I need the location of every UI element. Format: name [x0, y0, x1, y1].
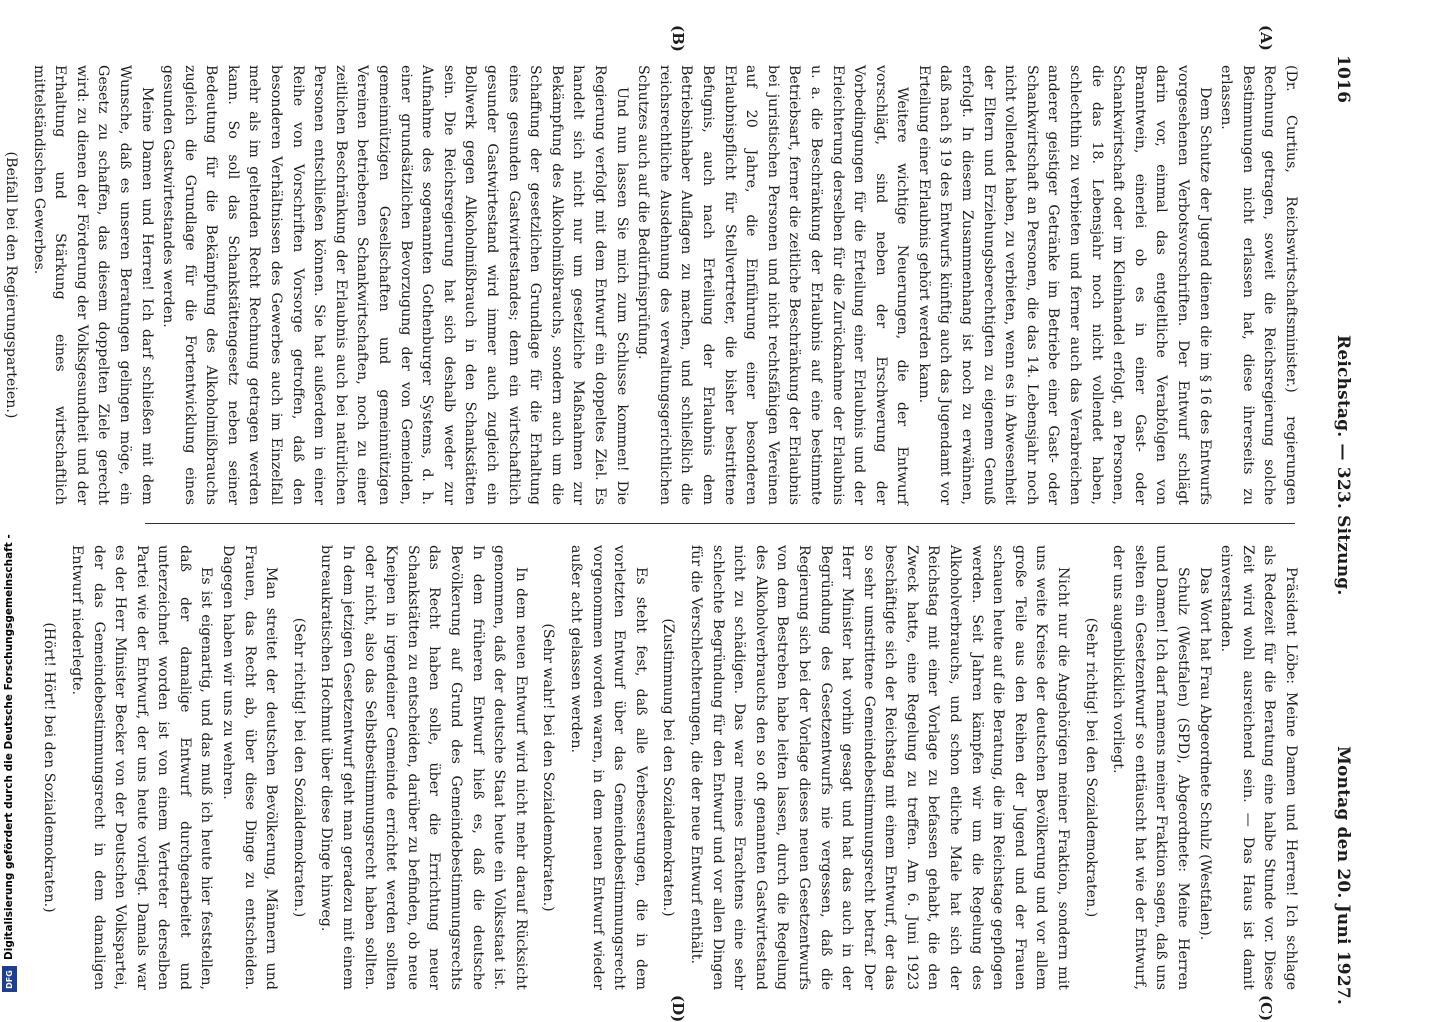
margin-marker-d: (D): [669, 995, 687, 1022]
dfg-logo: [2, 966, 17, 992]
column-divider: [145, 523, 1295, 524]
paragraph: Es steht fest, daß alle Verbesserungen, die in dem vorletzten Entwurf über das Gemeindebestimmungsrecht vorgenommen worden waren, in dem neuen Entwurf wieder außer acht gelassen werden.: [568, 545, 649, 990]
interjection: (Hört! Hört! bei den Sozialdemokraten.): [41, 622, 58, 913]
session-date: Montag den 20. Juni 1927.: [1333, 745, 1353, 1005]
applause-note: (Beifall bei den Regierungsparteien.): [2, 151, 19, 419]
paragraph: Und nun lassen Sie mich zum Schlusse kommen! Die Regierung verfolgt mit dem Entwurf ein doppeltes Ziel. Es handelt sich nicht nur um gesetzliche Maßnahmen zur Bekämpfung des Alkoholmißbrauchs, sondern auch um die Schaffung der gesetzlichen Grundlage für die Erhaltung eines gesunden Gastwirtestandes; denn ein wirtschaftlich gesunder Gastwirtestand wird immer auch zugleich ein Bollwerk gegen Alkoholmißbrauch in den Schankstätten sein. Die Reichsregierung hat sich deshalb weder zur Aufnahme des sogenannten Gothenburger Systems, d. h. einer grundsätzlichen Bevorzugung der von Gemeinden, gemeinnützigen Gesellschaften und gemeinnützigen Vereinen betriebenen Schankwirtschaften, noch zu einer zeitlichen Beschränkung der Erlaubnis auch bei natürlichen Personen entschließen können. Sie hat außerdem in einer Reihe von Vorschriften Vorsorge getroffen, daß den besonderen Verhältnissen des Gewerbes auch im Einzelfall mehr als im geltenden Recht Rechnung getragen werden kann. So soll das Schankstättengesetz neben seiner Bedeutung für die Bekämpfung des Alkoholmißbrauchs zugleich die Grundlage für die Fortentwicklung eines gesunden Gastwirtestandes werden.: [160, 65, 630, 505]
right-column: [41, 545, 1301, 990]
dfg-logo-text: DFG: [5, 969, 15, 989]
digitization-footer: [0, 0, 22, 1000]
paragraph: Präsident Löbe: Meine Damen und Herren! Ich schlage als Redezeit für die Beratung eine halbe Stunde vor. Diese Zeit wird wohl ausreichend sein. — Das Haus ist damit einverstanden.: [1218, 545, 1299, 990]
paragraph: Nicht nur die Angehörigen meiner Fraktion, sondern mit uns weite Kreise der deutschen Bevölkerung und vor allem große Teile aus den Reihen der Jugend und der Frauen schauen heute auf die Beratung, die im Reichstage gepflogen werden. Seit Jahren kämpfen wir um die Regelung des Alkoholverbrauchs, und schon etliche Male hat sich der Reichstag mit einer Vorlage zu befassen gehabt, die den Zweck hatte, eine Regelung zu treffen. Am 6. Juni 1923 beschäftigte sich der Reichstag mit einem Entwurf, der das so sehr umstrittene Gemeindebestimmungsrecht betraf. Der Herr Minister hat vorhin gesagt und hat das auch in der Begründung des Gesetzentwurfs nie vergessen, daß die Regierung sich bei der Vorlage dieses neuen Gesetzentwurfs von dem Bestreben habe leiten lassen, durch die Regelung des Alkoholverbrauchs den so oft genannten Gastwirtestand nicht zu schädigen. Das war meines Erachtens eine sehr schlechte Begründung für den Entwurf und vor allen Dingen für die Verschlechterungen, die der neue Entwurf enthält.: [687, 545, 1072, 990]
paragraph: Man streitet der deutschen Bevölkerung, Männern und Frauen, das Recht ab, über diese Dinge zu entscheiden. Dagegen haben wir uns zu wehren.: [220, 545, 280, 990]
margin-marker-c: (C): [1257, 995, 1275, 1022]
margin-marker-a: (A): [1257, 25, 1275, 51]
page-number: 1016: [1333, 55, 1353, 104]
paragraph: Das Wort hat Frau Abgeordnete Schulz (Westfalen).: [1196, 567, 1213, 941]
paragraph: Meine Damen und Herren! Ich darf schließen mit dem Wunsche, daß es unseren Beratungen gelingen möge, ein Gesetz zu schaffen, das diesem doppelten Ziele gerecht wird: zu dienen der Förderung der Volksgesundheit und der Erhaltung und Stärkung eines wirtschaftlich mittelständischen Gewerbes.: [30, 65, 155, 505]
paragraph: In dem neuen Entwurf wird nicht mehr darauf Rücksicht genommen, daß der deutsche Staat heute ein Volksstaat ist. In dem früheren Entwurf hieß es, daß die deutsche Bevölkerung auf Grund des Gemeindebestimmungsrechts das Recht haben solle, über die Errichtung neuer Schankstätten zu entscheiden, darüber zu befinden, ob neue Kneipen in irgendeiner Gemeinde errichtet werden sollten oder nicht, also das Selbstbestimmungsrecht haben sollten. In dem jetzigen Gesetzentwurf geht man geradezu mit einem bureaukratischen Hochmut über diese Dinge hinweg.: [318, 545, 529, 990]
footer-credit: Digitalisierung gefördert durch die Deutsche Forschungsgemeinschaft -: [3, 534, 15, 960]
page-header: [1307, 55, 1367, 1005]
interjection: (Zustimmung bei den Sozialdemokraten.): [660, 618, 677, 917]
paragraph: (Dr. Curtius, Reichswirtschaftsminister.) regierungen Rechnung getragen, soweit die Reichsregierung solche Bestimmungen nicht erlassen hat, diese ihrerseits zu erlassen.: [1218, 65, 1299, 505]
paragraph: Dem Schutze der Jugend dienen die im § 16 des Entwurfs vorgesehenen Verbotsvorschriften. Der Entwurf schlägt darin vor, einmal das entgeltliche Verabfolgen von Branntwein, einerlei ob es in einer Gast- oder Schankwirtschaft oder im Kleinhandel erfolgt, an Personen, die das 18. Lebensjahr noch nicht vollendet haben, schlechthin zu verbieten und ferner auch das Verabreichen anderer geistiger Getränke im Betriebe einer Gast- oder Schankwirtschaft an Personen, die das 14. Lebensjahr noch nicht vollendet haben, zu verbieten, wenn es in Abwesenheit der Eltern und Erziehungsberechtigten zu eigenem Genuß erfolgt. In diesem Zusammenhang ist noch zu erwähnen, daß nach § 19 des Entwurfs künftig auch das Jugendamt vor Erteilung einer Erlaubnis gehört werden kann.: [915, 65, 1213, 505]
session-title: Reichstag. — 323. Sitzung.: [1333, 335, 1353, 596]
paragraph: Schulz (Westfalen) (SPD), Abgeordnete: Meine Herren und Damen! Ich darf namens meiner Fraktion sagen, daß uns selten ein Gesetzentwurf so enttäuscht hat wie der Entwurf, der uns augenblicklich vorliegt.: [1110, 545, 1192, 990]
paragraph: Es ist eigenartig, und das muß ich heute hier feststellen, daß der damalige Entwurf durchgearbeitet und unterzeichnet worden ist von einem Vertreter derselben Partei wie der Entwurf, der uns heute vorliegt. Damals war es der Herr Minister Becker von der Deutschen Volkspartei, der das Gemeindebestimmungsrecht in dem damaligen Entwurf niederlegte.: [68, 545, 215, 990]
interjection: (Sehr wahr! bei den Sozialdemokraten.): [540, 623, 557, 912]
interjection: (Sehr richtig! bei den Sozialdemokraten.): [1082, 617, 1099, 918]
interjection: (Sehr richtig! bei den Sozialdemokraten.): [290, 617, 307, 918]
paragraph: Weitere wichtige Neuerungen, die der Entwurf vorschlägt, sind neben der Erschwerung der Vorbedingungen für die Erteilung einer Erlaubnis und der Erleichterung derselben für die Zurücknahme der Erlaubnis u. a. die Beschränkung der Erlaubnis auf eine bestimmte Betriebsart, ferner die zeitliche Beschränkung der Erlaubnis bei juristischen Personen und nicht rechtsfähigen Vereinen auf 20 Jahre, die Einführung einer besonderen Erlaubnispflicht für Stellvertreter, die bisher bestrittene Befugnis, auch nach Erteilung der Erlaubnis dem Betriebsinhaber Auflagen zu machen, und schließlich die reichsrechtliche Ausdehnung des verwaltungsgerichtlichen Schutzes auch auf die Bedürfnisprüfung.: [635, 65, 911, 505]
margin-marker-b: (B): [669, 25, 687, 52]
left-column: [2, 65, 1301, 505]
